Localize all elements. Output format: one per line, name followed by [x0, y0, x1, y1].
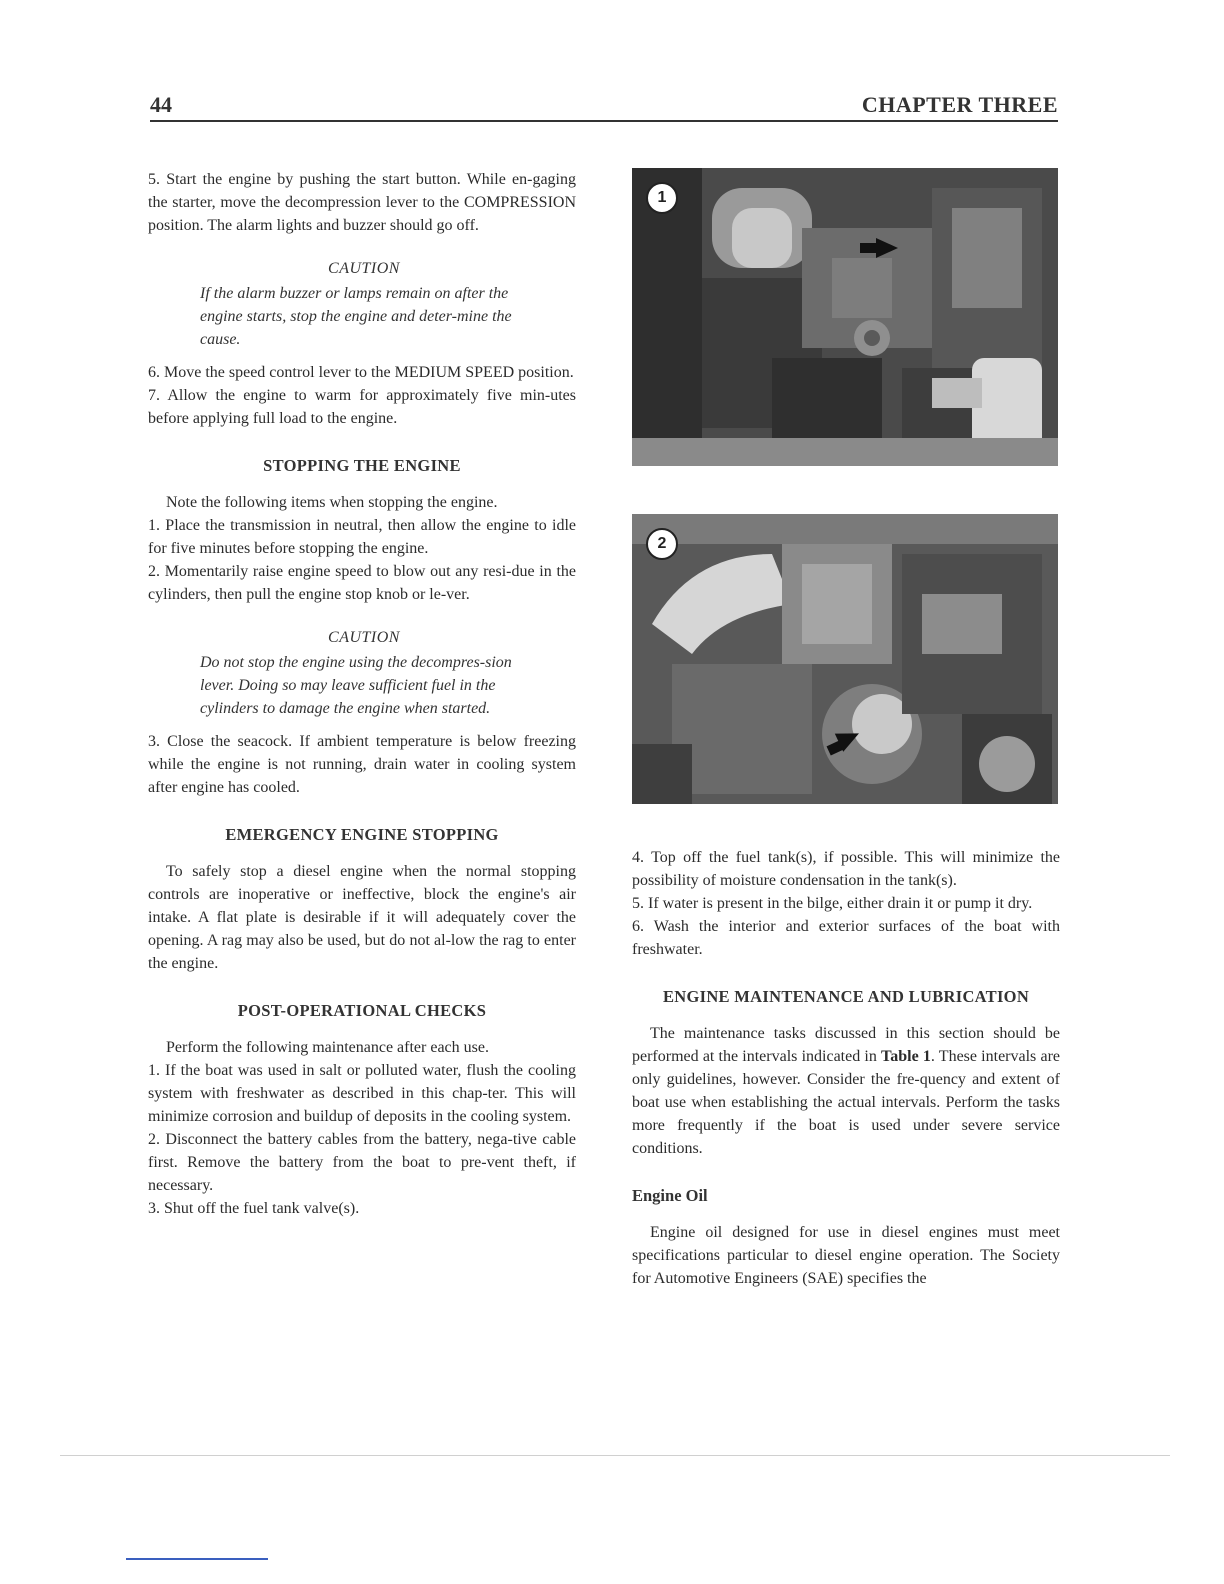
- maintenance-text-end: . These intervals are only guidelines, however. Consider the fre-quency and extent of boat use when establishing the actual intervals. Perform the tasks more frequently if the boat is used under severe service conditions.: [632, 1048, 1060, 1157]
- stopping-step-2: 2. Momentarily raise engine speed to blow out any resi-due in the cylinders, then pull the engine stop knob or le-ver.: [148, 563, 576, 603]
- heading-engine-oil: Engine Oil: [632, 1186, 708, 1205]
- post-intro: Perform the following maintenance after each use.: [166, 1039, 489, 1056]
- page-header: [150, 92, 1058, 122]
- corner-mark: [126, 1558, 268, 1560]
- heading-stopping-the-engine: STOPPING THE ENGINE: [263, 456, 461, 475]
- maintenance-paragraph: [632, 1022, 1060, 1160]
- post-step-4: 4. Top off the fuel tank(s), if possible. This will minimize the possibility of moisture condensation in the tank(s).: [632, 849, 1060, 889]
- heading-post-operational-checks: POST-OPERATIONAL CHECKS: [237, 1001, 487, 1020]
- post-step-3: 3. Shut off the fuel tank valve(s).: [148, 1200, 360, 1217]
- heading-engine-maintenance-and-lubrication: ENGINE MAINTENANCE AND LUBRICATION: [662, 987, 1030, 1006]
- engine-photo-2-image: [632, 514, 1058, 804]
- chapter-title: CHAPTER THREE: [861, 92, 1058, 117]
- engine-photo-2: [632, 514, 1058, 804]
- post-step-2: 2. Disconnect the battery cables from the battery, nega-tive cable first. Remove the battery from the boat to pre-vent theft, if necessary.: [148, 1131, 576, 1194]
- scan-footer-rule: [60, 1455, 1170, 1456]
- stopping-intro: Note the following items when stopping the engine.: [166, 494, 498, 511]
- caution-box-alarm: [200, 257, 528, 351]
- caution-title: CAUTION: [328, 260, 400, 277]
- caution-text: If the alarm buzzer or lamps remain on after the engine starts, stop the engine and deter-mine the cause.: [200, 285, 512, 348]
- engine-photo-1: [632, 168, 1058, 466]
- step-7-warm-up: 7. Allow the engine to warm for approximately five min-utes before applying full load to the engine.: [148, 387, 576, 427]
- stopping-step-3: 3. Close the seacock. If ambient temperature is below freezing while the engine is not running, drain water in cooling system after engine has cooled.: [148, 733, 576, 796]
- caution-title: CAUTION: [328, 629, 400, 646]
- page-number: 44: [150, 92, 172, 117]
- right-column: [632, 846, 1060, 1290]
- maintenance-text-start: The maintenance tasks discussed in this section should be performed at the intervals indicated in: [632, 1025, 1060, 1065]
- step-5-start-engine: 5. Start the engine by pushing the start button. While en-gaging the starter, move the decompression lever to the COMPRESSION position. The alarm lights and buzzer should go off.: [148, 171, 576, 234]
- figure-callout-1: 1: [646, 182, 678, 214]
- caution-text: Do not stop the engine using the decompres-sion lever. Doing so may leave sufficient fuel in the cylinders to damage the engine when started.: [200, 654, 512, 717]
- figure-callout-2: 2: [646, 528, 678, 560]
- post-step-5: 5. If water is present in the bilge, either drain it or pump it dry.: [632, 895, 1033, 912]
- table-1-reference: Table 1: [881, 1048, 931, 1065]
- engine-oil-paragraph: Engine oil designed for use in diesel engines must meet specifications particular to diesel engine operation. The Society for Automotive Engineers (SAE) specifies the: [632, 1224, 1060, 1287]
- step-6-speed-lever: 6. Move the speed control lever to the MEDIUM SPEED position.: [148, 364, 574, 381]
- caution-box-decompression: [200, 626, 528, 720]
- post-step-1: 1. If the boat was used in salt or polluted water, flush the cooling system with freshwater as described in this chap-ter. This will minimize corrosion and buildup of deposits in the cooling system.: [148, 1062, 576, 1125]
- stopping-step-1: 1. Place the transmission in neutral, then allow the engine to idle for five minutes before stopping the engine.: [148, 517, 576, 557]
- pointer-arrow: [876, 238, 898, 258]
- heading-emergency-engine-stopping: EMERGENCY ENGINE STOPPING: [225, 825, 499, 844]
- left-column: [148, 168, 576, 1220]
- post-step-6: 6. Wash the interior and exterior surfaces of the boat with freshwater.: [632, 918, 1060, 958]
- engine-photo-1-image: [632, 168, 1058, 466]
- emergency-paragraph: To safely stop a diesel engine when the normal stopping controls are inoperative or ineffective, block the engine's air intake. A flat plate is desirable if it will adequately cover the opening. A rag may also be used, but do not al-low the rag to enter the engine.: [148, 863, 576, 972]
